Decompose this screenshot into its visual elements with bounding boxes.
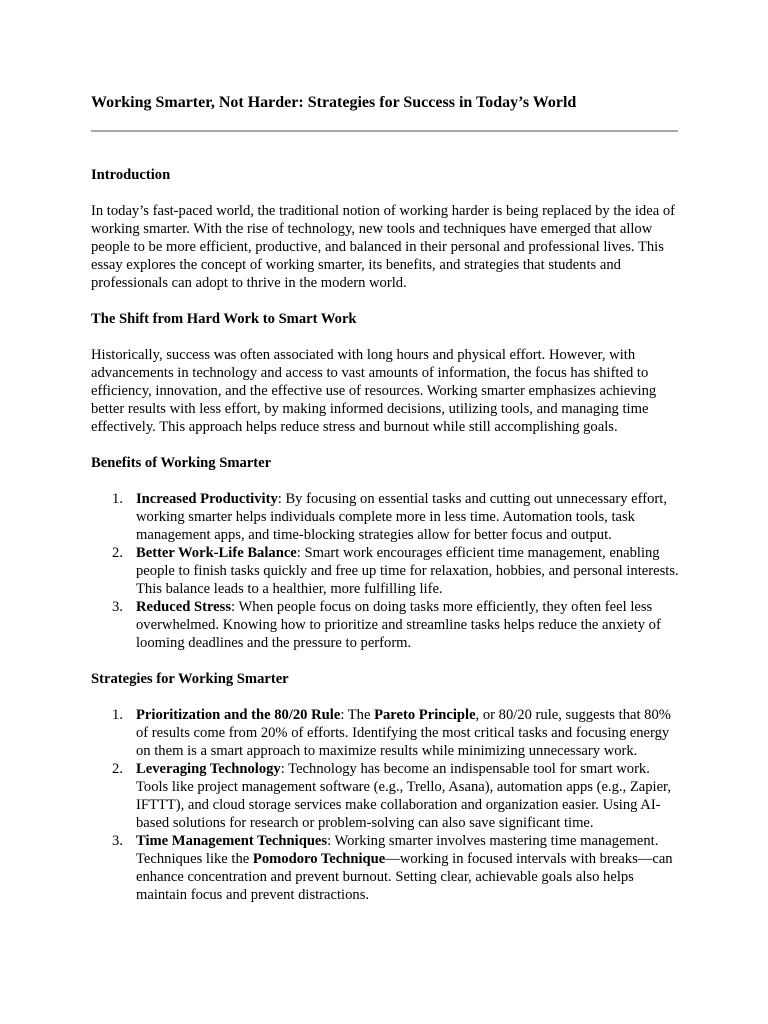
item-text: : Working smarter involves mastering time management. Techniques like the xyxy=(136,833,659,867)
item-text: : By focusing on essential tasks and cutting out unnecessary effort, working smarter helps individuals complete more in less time. Automation tools, task management apps, and time-blocking strategies allow for better focus and output. xyxy=(136,491,667,543)
list-number: 2. xyxy=(112,761,123,777)
strategies-list xyxy=(91,706,683,904)
intro-section xyxy=(91,166,683,292)
list-number: 3. xyxy=(112,833,123,849)
item-title: Time Management Techniques xyxy=(136,833,328,849)
page-title: Working Smarter, Not Harder: Strategies for Success in Today’s World xyxy=(91,94,577,111)
document-body xyxy=(91,166,683,904)
item-emphasis: Pomodoro Technique xyxy=(252,851,386,867)
shift-paragraph: Historically, success was often associated with long hours and physical effort. However, with advancements in technology and access to vast amounts of information, the focus has shifted to efficiency, innovation, and the effective use of resources. Working smarter emphasizes achieving better results with less effort, by making informed decisions, utilizing tools, and managing time effectively. This approach helps reduce stress and burnout while still accomplishing goals. xyxy=(91,347,657,435)
benefits-section xyxy=(91,454,683,652)
item-text: : When people focus on doing tasks more efficiently, they often feel less overwhelmed. Knowing how to prioritize and streamline tasks helps reduce the anxiety of looming deadlines and the pressure to perform. xyxy=(136,599,661,651)
item-text: : Technology has become an indispensable tool for smart work. Tools like project management software (e.g., Trello, Asana), automation apps (e.g., Zapier, IFTTT), and cloud storage services make collaboration and organization easier. Using AI-based solutions for research or problem-solving can also save significant time. xyxy=(136,761,671,831)
item-text: , or 80/20 rule, suggests that 80% of results come from 20% of efforts. Identifying the most critical tasks and focusing energy on them is a smart approach to maximize results while minimizing unnecessary work. xyxy=(136,707,671,759)
list-item xyxy=(91,544,683,598)
list-item xyxy=(91,490,683,544)
item-title: Reduced Stress xyxy=(136,599,231,615)
benefits-list xyxy=(91,490,683,652)
list-item xyxy=(91,832,683,904)
list-number: 3. xyxy=(112,599,123,615)
intro-paragraph: In today’s fast-paced world, the traditional notion of working harder is being replaced by the idea of working smarter. With the rise of technology, new tools and techniques have emerged that allow people to be more efficient, productive, and balanced in their personal and professional lives. This essay explores the concept of working smarter, its benefits, and strategies that students and professionals can adopt to thrive in the modern world. xyxy=(91,203,675,291)
item-title: Prioritization and the 80/20 Rule xyxy=(136,707,341,723)
item-text: : The xyxy=(340,707,375,723)
item-text: —working in focused intervals with breaks—can enhance concentration and prevent burnout. Setting clear, achievable goals also helps maintain focus and prevent distractions. xyxy=(136,851,673,903)
intro-heading: Introduction xyxy=(91,167,171,183)
list-item xyxy=(91,598,683,652)
list-item xyxy=(91,706,683,760)
item-text: : Smart work encourages efficient time management, enabling people to finish tasks quickly and free up time for relaxation, hobbies, and personal interests. This balance leads to a healthier, more fulfilling life. xyxy=(136,545,679,597)
benefits-heading: Benefits of Working Smarter xyxy=(91,455,272,471)
title-divider xyxy=(91,130,678,132)
item-title: Increased Productivity xyxy=(136,491,278,507)
strategies-section xyxy=(91,670,683,904)
item-title: Leveraging Technology xyxy=(136,761,281,777)
shift-section xyxy=(91,310,683,436)
list-number: 1. xyxy=(112,491,123,507)
strategies-heading: Strategies for Working Smarter xyxy=(91,671,289,687)
item-title: Better Work-Life Balance xyxy=(136,545,297,561)
list-number: 2. xyxy=(112,545,123,561)
item-emphasis: Pareto Principle xyxy=(374,707,476,723)
list-number: 1. xyxy=(112,707,123,723)
list-item xyxy=(91,760,683,832)
shift-heading: The Shift from Hard Work to Smart Work xyxy=(91,311,357,327)
